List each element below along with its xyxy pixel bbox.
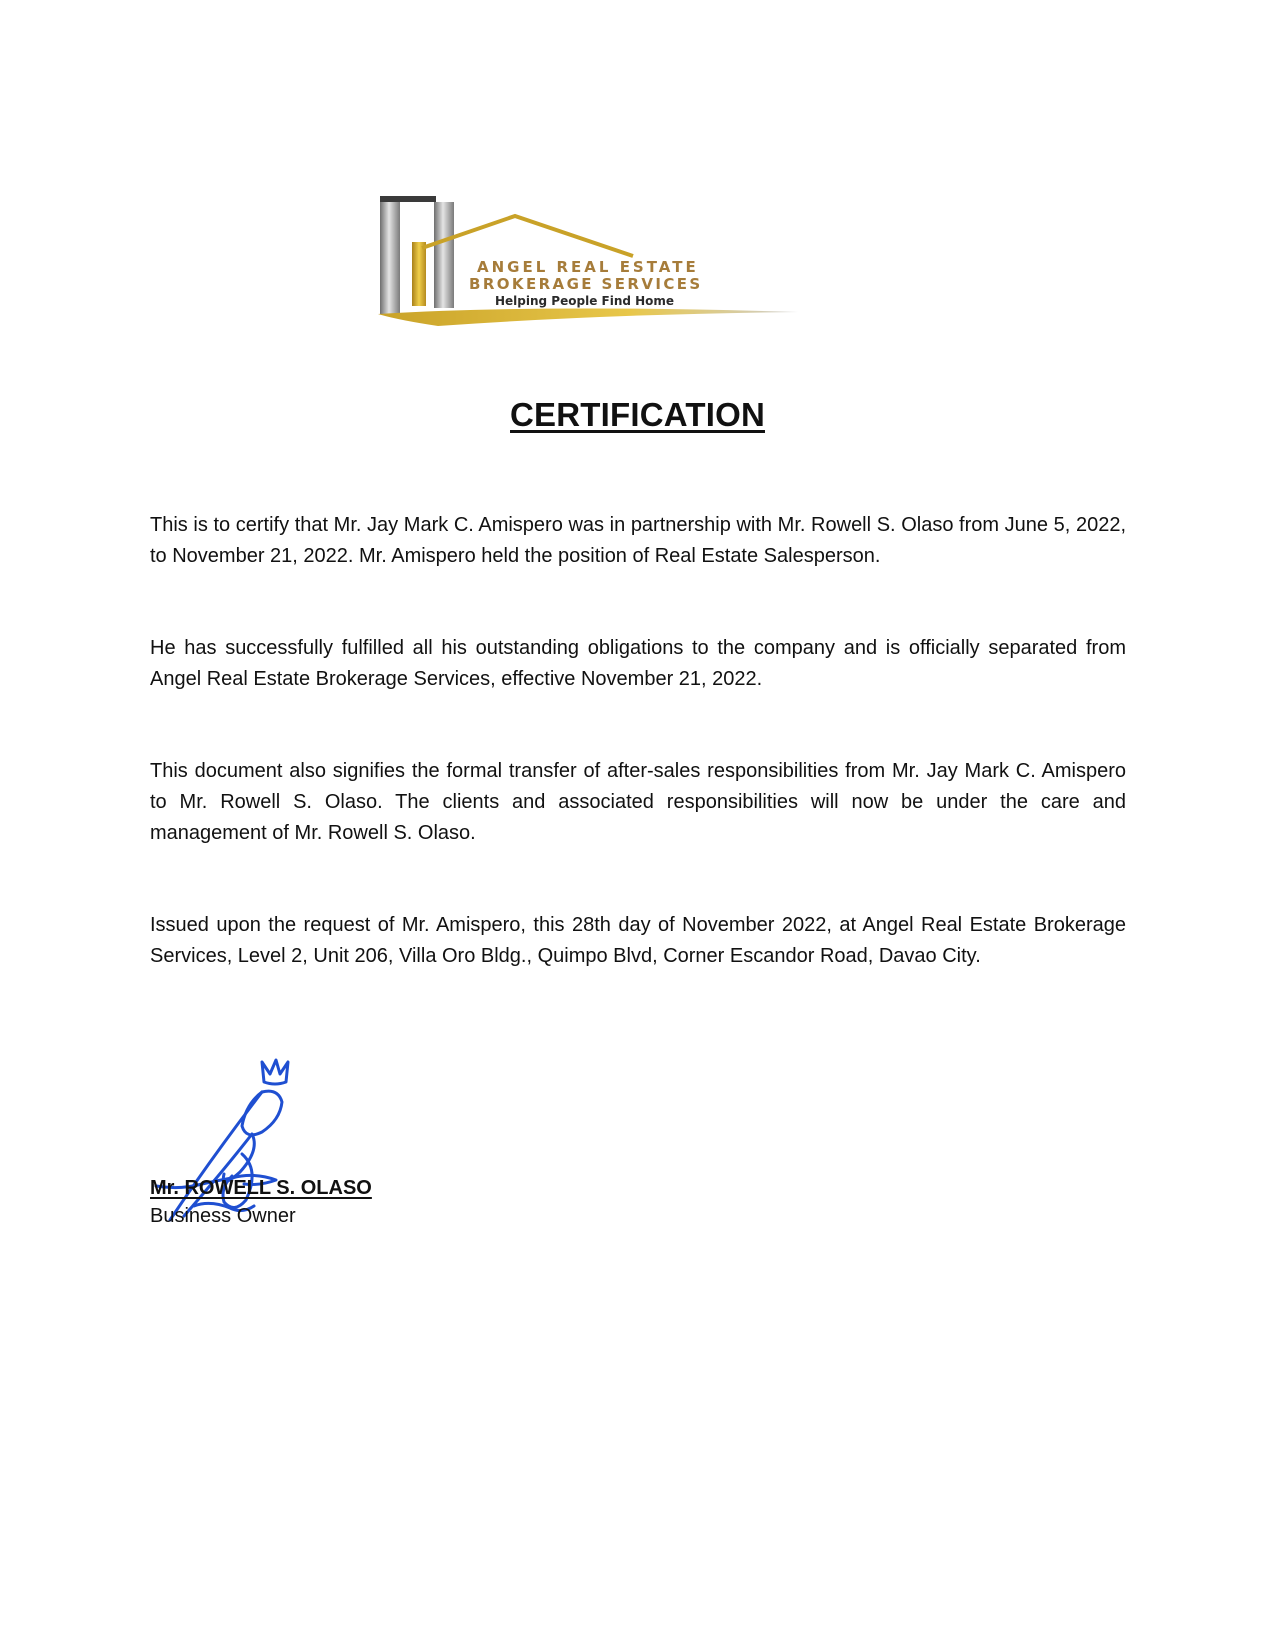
signature-crown: [262, 1060, 288, 1084]
logo-company-line2: BROKERAGE SERVICES: [469, 275, 703, 293]
logo-company-line1: ANGEL REAL ESTATE: [477, 258, 699, 276]
building-top: [380, 196, 436, 202]
logo-tagline: Helping People Find Home: [495, 294, 675, 308]
signatory-title: Business Owner: [150, 1205, 296, 1227]
company-logo: [378, 196, 818, 336]
building-right-pillar: [434, 202, 454, 308]
building-left-pillar: [380, 202, 400, 314]
signatory-name: Mr. ROWELL S. OLASO: [150, 1177, 372, 1199]
signature-loop: [242, 1091, 282, 1135]
building-gold-pillar: [412, 242, 426, 306]
paragraph-certification: This is to certify that Mr. Jay Mark C. Amispero was in partnership with Mr. Rowell S. Olaso from June 5, 2022, to November 21, 2022. Mr. Amispero held the position of Real Estate Salesperson.: [150, 514, 1126, 567]
paragraph-separation: He has successfully fulfilled all his outstanding obligations to the company and is officially separated from Angel Real Estate Brokerage Services, effective November 21, 2022.: [150, 637, 1126, 690]
signature-stroke-1: [170, 1092, 262, 1220]
document-title: CERTIFICATION: [510, 396, 765, 433]
paragraph-issuance: Issued upon the request of Mr. Amispero, this 28th day of November 2022, at Angel Real Estate Brokerage Services, Level 2, Unit 206, Villa Oro Bldg., Quimpo Blvd, Corner Escandor Road, Davao City.: [150, 914, 1126, 967]
logo-swoosh: [378, 308, 798, 326]
logo-graphic: [378, 196, 818, 336]
handwritten-signature: [150, 1050, 330, 1230]
paragraph-transfer: This document also signifies the formal transfer of after-sales responsibilities from Mr. Jay Mark C. Amispero to Mr. Rowell S. Olaso. The clients and associated responsibilities will now be under the care and management of Mr. Rowell S. Olaso.: [150, 760, 1126, 844]
